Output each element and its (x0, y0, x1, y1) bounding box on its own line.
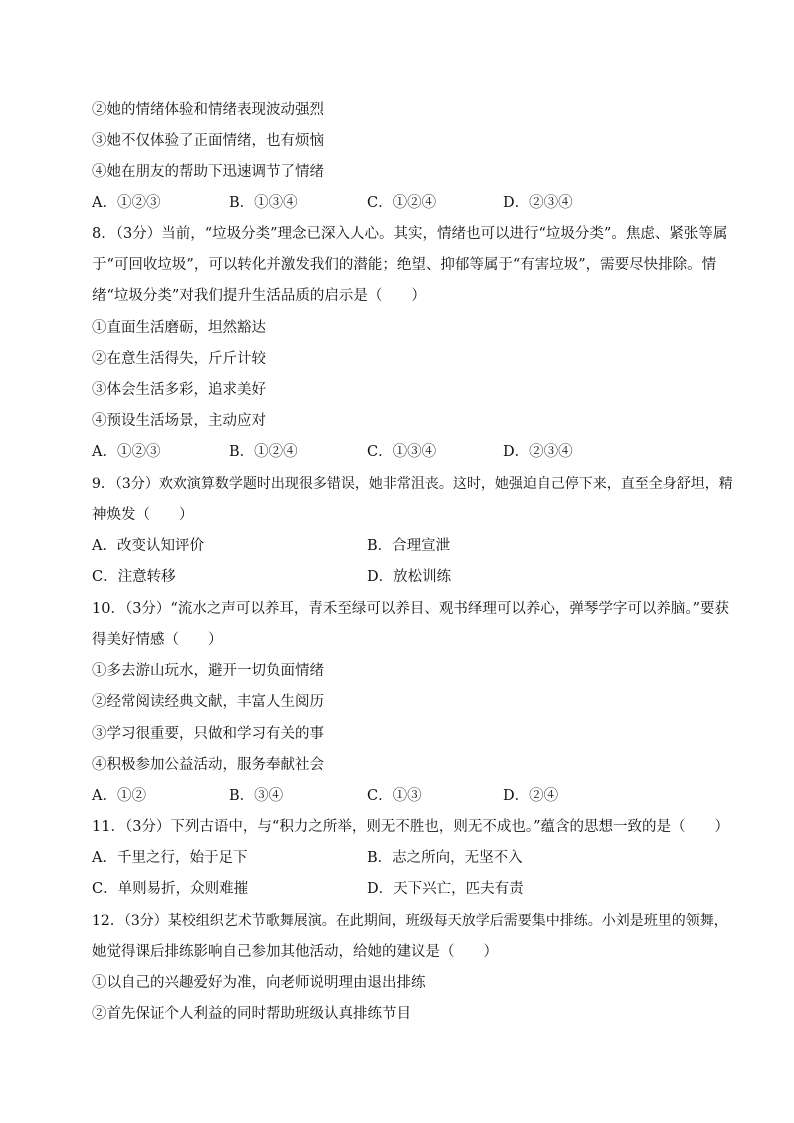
q9-option-a: A．改变认知评价 (92, 538, 204, 554)
q10-option-d: D．②④ (503, 788, 559, 804)
q8-option-d: D．②③④ (503, 444, 573, 460)
q9-stem-line-2: 神焕发（ ） (92, 507, 194, 523)
q10-item-1: ①多去游山玩水，避开一切负面情绪 (92, 663, 324, 679)
q11-stem-line-1: 11．（3分）下列古语中，与“积力之所举，则无不胜也，则无不成也。”蕴含的思想一致的是（ ） (92, 819, 729, 835)
pre-option-c: C．①②④ (367, 195, 437, 211)
q8-item-3: ③体会生活多彩，追求美好 (92, 382, 266, 398)
q9-option-b: B．合理宣泄 (367, 538, 451, 554)
pre-option-b: B．①③④ (229, 195, 298, 211)
pre-item-4: ④她在朋友的帮助下迅速调节了情绪 (92, 164, 324, 180)
q8-item-4: ④预设生活场景，主动应对 (92, 413, 266, 429)
q8-stem-line-3: 绪“垃圾分类”对我们提升生活品质的启示是（ ） (92, 288, 426, 304)
q11-option-c: C．单则易折，众则难摧 (92, 881, 249, 897)
q11-option-a: A．千里之行，始于足下 (92, 850, 248, 866)
q9-option-c: C．注意转移 (92, 569, 176, 585)
q10-item-4: ④积极参加公益活动，服务奉献社会 (92, 757, 324, 773)
q12-item-2: ②首先保证个人利益的同时帮助班级认真排练节目 (92, 1006, 411, 1022)
q11-option-b: B．志之所向，无坚不入 (367, 850, 523, 866)
q9-option-d: D．放松训练 (367, 569, 452, 585)
pre-option-d: D．②③④ (503, 195, 573, 211)
q8-item-1: ①直面生活磨砺，坦然豁达 (92, 320, 266, 336)
q10-item-2: ②经常阅读经典文献，丰富人生阅历 (92, 694, 324, 710)
q8-option-b: B．①②④ (229, 444, 298, 460)
q12-stem-line-1: 12．（3分）某校组织艺术节歌舞展演。在此期间，班级每天放学后需要集中排练。小刘是班里的领舞， (92, 913, 728, 929)
q8-option-c: C．①③④ (367, 444, 437, 460)
q12-stem-line-2: 她觉得课后排练影响自己参加其他活动，给她的建议是（ ） (92, 944, 498, 960)
q10-option-a: A．①② (92, 788, 146, 804)
q10-option-b: B．③④ (229, 788, 284, 804)
pre-item-3: ③她不仅体验了正面情绪，也有烦恼 (92, 133, 324, 149)
q8-stem-line-2: 于“可回收垃圾”，可以转化并激发我们的潜能；绝望、抑郁等属于“有害垃圾”，需要尽快排除。情 (92, 257, 717, 273)
q10-item-3: ③学习很重要，只做和学习有关的事 (92, 726, 324, 742)
q11-option-d: D．天下兴亡，匹夫有责 (367, 881, 524, 897)
q12-item-1: ①以自己的兴趣爱好为准，向老师说明理由退出排练 (92, 975, 426, 991)
q10-option-c: C．①③ (367, 788, 422, 804)
q9-stem-line-1: 9．（3分）欢欢演算数学题时出现很多错误，她非常沮丧。这时，她强迫自己停下来，直至全身舒坦，精 (92, 476, 733, 492)
pre-item-2: ②她的情绪体验和情绪表现波动强烈 (92, 102, 324, 118)
q8-item-2: ②在意生活得失，斤斤计较 (92, 351, 266, 367)
q8-stem-line-1: 8．（3分）当前，“垃圾分类”理念已深入人心。其实，情绪也可以进行“垃圾分类”。焦虑、紧张等属 (92, 226, 728, 242)
pre-option-a: A．①②③ (92, 195, 161, 211)
q10-stem-line-1: 10．（3分）“流水之声可以养耳，青禾至绿可以养目、观书绎理可以养心，弹琴学字可以养脑。”要获 (92, 601, 729, 617)
q8-option-a: A．①②③ (92, 444, 161, 460)
q10-stem-line-2: 得美好情感（ ） (92, 632, 223, 648)
